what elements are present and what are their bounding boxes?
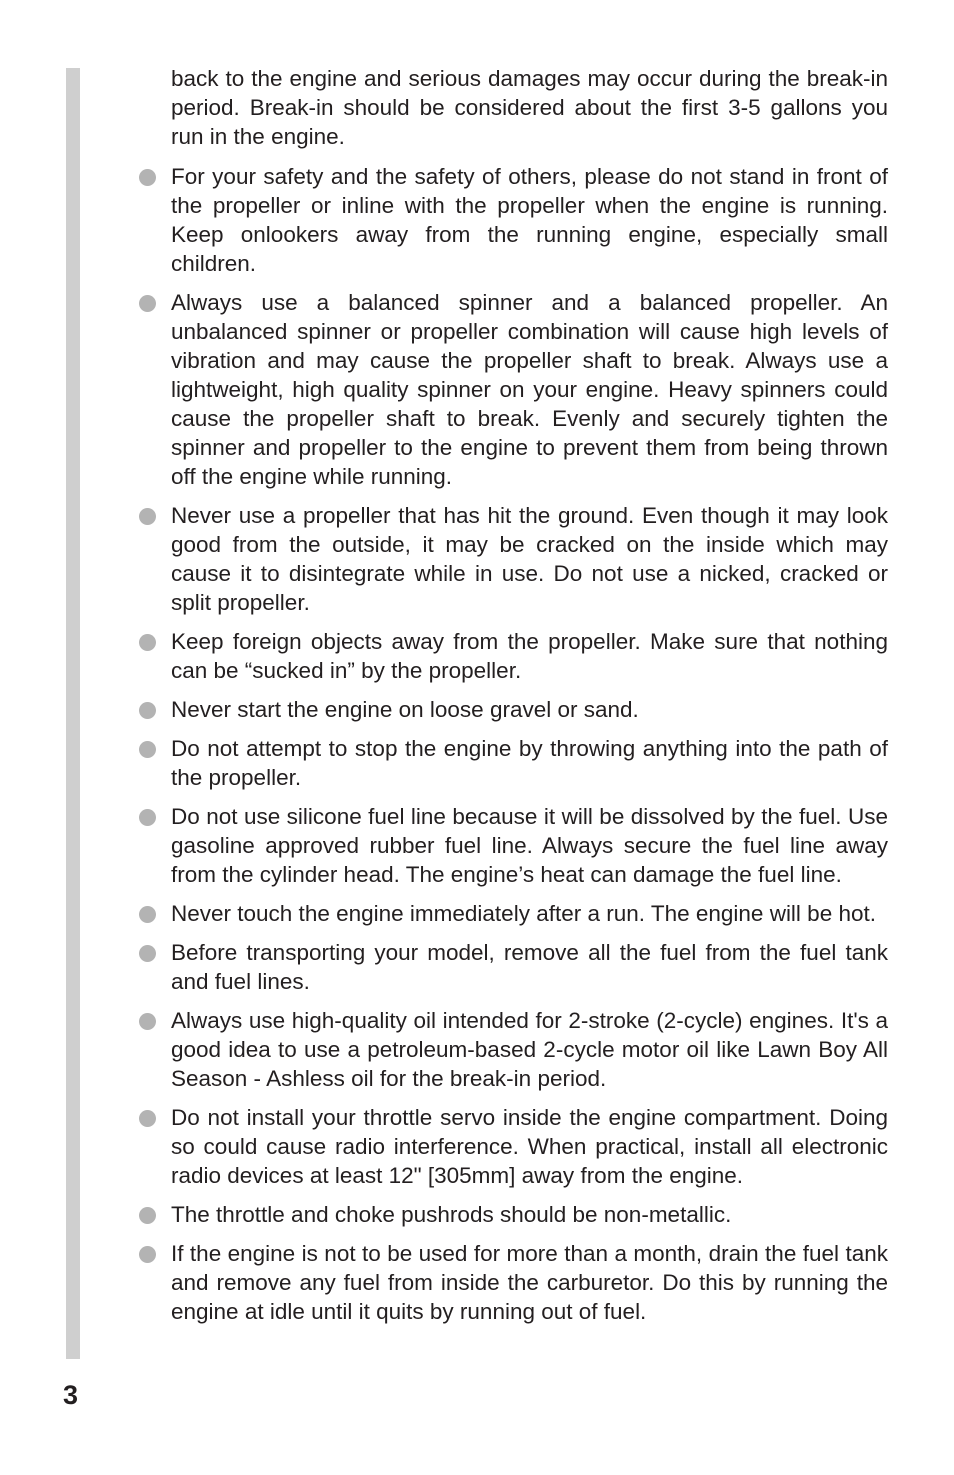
list-item-text: Never use a propeller that has hit the ground. Even though it may look good from the outside, it may be cracked on the inside which may cause it to disintegrate while in use. Do not use a nicked, cracked or split propeller. xyxy=(171,503,888,615)
list-item-text: Always use a balanced spinner and a balanced propeller. An unbalanced spinner or propeller combination will cause high levels of vibration and may cause the propeller shaft to break. Always use a lightweight, high quality spinner on your engine. Heavy spinners could cause the propeller shaft to break. Evenly and securely tighten the spinner and propeller to the engine to prevent them from being thrown off the engine while running. xyxy=(171,290,888,489)
list-item xyxy=(136,162,888,278)
list-item-text: Do not attempt to stop the engine by throwing anything into the path of the propeller. xyxy=(171,736,888,790)
bullet-icon xyxy=(139,906,156,923)
list-item-text: Before transporting your model, remove all the fuel from the fuel tank and fuel lines. xyxy=(171,940,888,994)
list-item xyxy=(136,734,888,792)
list-item-text: Always use high-quality oil intended for 2-stroke (2-cycle) engines. It's a good idea to use a petroleum-based 2-cycle motor oil like Lawn Boy All Season - Ashless oil for the break-in period. xyxy=(171,1008,888,1091)
bullet-icon xyxy=(139,169,156,186)
bullet-icon xyxy=(139,1246,156,1263)
list-item xyxy=(136,501,888,617)
bullet-icon xyxy=(139,1207,156,1224)
bullet-icon xyxy=(139,634,156,651)
list-item-text: Do not install your throttle servo inside the engine compartment. Doing so could cause radio interference. When practical, install all electronic radio devices at least 12" [305mm] away from the engine. xyxy=(171,1105,888,1188)
list-item xyxy=(136,1103,888,1190)
list-item-text: For your safety and the safety of others, please do not stand in front of the propeller or inline with the propeller when the engine is running. Keep onlookers away from the running engine, especially small children. xyxy=(171,164,888,276)
bullet-icon xyxy=(139,945,156,962)
bullet-icon xyxy=(139,508,156,525)
list-item xyxy=(136,899,888,928)
bullet-icon xyxy=(139,1110,156,1127)
page-number: 3 xyxy=(63,1380,79,1410)
side-bar-decoration xyxy=(66,68,80,1359)
list-item xyxy=(136,938,888,996)
list-item-text: Do not use silicone fuel line because it will be dissolved by the fuel. Use gasoline approved rubber fuel line. Always secure the fuel line away from the cylinder head. The engine’s heat can damage the fuel line. xyxy=(171,804,888,887)
list-item xyxy=(136,288,888,491)
list-item xyxy=(136,695,888,724)
list-item-text: Keep foreign objects away from the propeller. Make sure that nothing can be “sucked in” by the propeller. xyxy=(171,629,888,683)
list-item xyxy=(136,1006,888,1093)
list-item xyxy=(136,1239,888,1326)
list-item xyxy=(136,802,888,889)
list-item-text: Never touch the engine immediately after a run. The engine will be hot. xyxy=(171,901,876,926)
bullet-icon xyxy=(139,809,156,826)
list-item-text: Never start the engine on loose gravel or sand. xyxy=(171,697,639,722)
safety-content xyxy=(136,64,888,1336)
list-item-text: The throttle and choke pushrods should be non-metallic. xyxy=(171,1202,732,1227)
lead-paragraph: back to the engine and serious damages may occur during the break-in period. Break-in should be considered about the first 3-5 gallons you run in the engine. xyxy=(171,66,888,149)
bullet-icon xyxy=(139,702,156,719)
list-item-text: If the engine is not to be used for more than a month, drain the fuel tank and remove any fuel from inside the carburetor. Do this by running the engine at idle until it quits by running out of fuel. xyxy=(171,1241,888,1324)
bullet-icon xyxy=(139,295,156,312)
bullet-icon xyxy=(139,741,156,758)
bullet-icon xyxy=(139,1013,156,1030)
list-item xyxy=(136,627,888,685)
list-item xyxy=(136,1200,888,1229)
